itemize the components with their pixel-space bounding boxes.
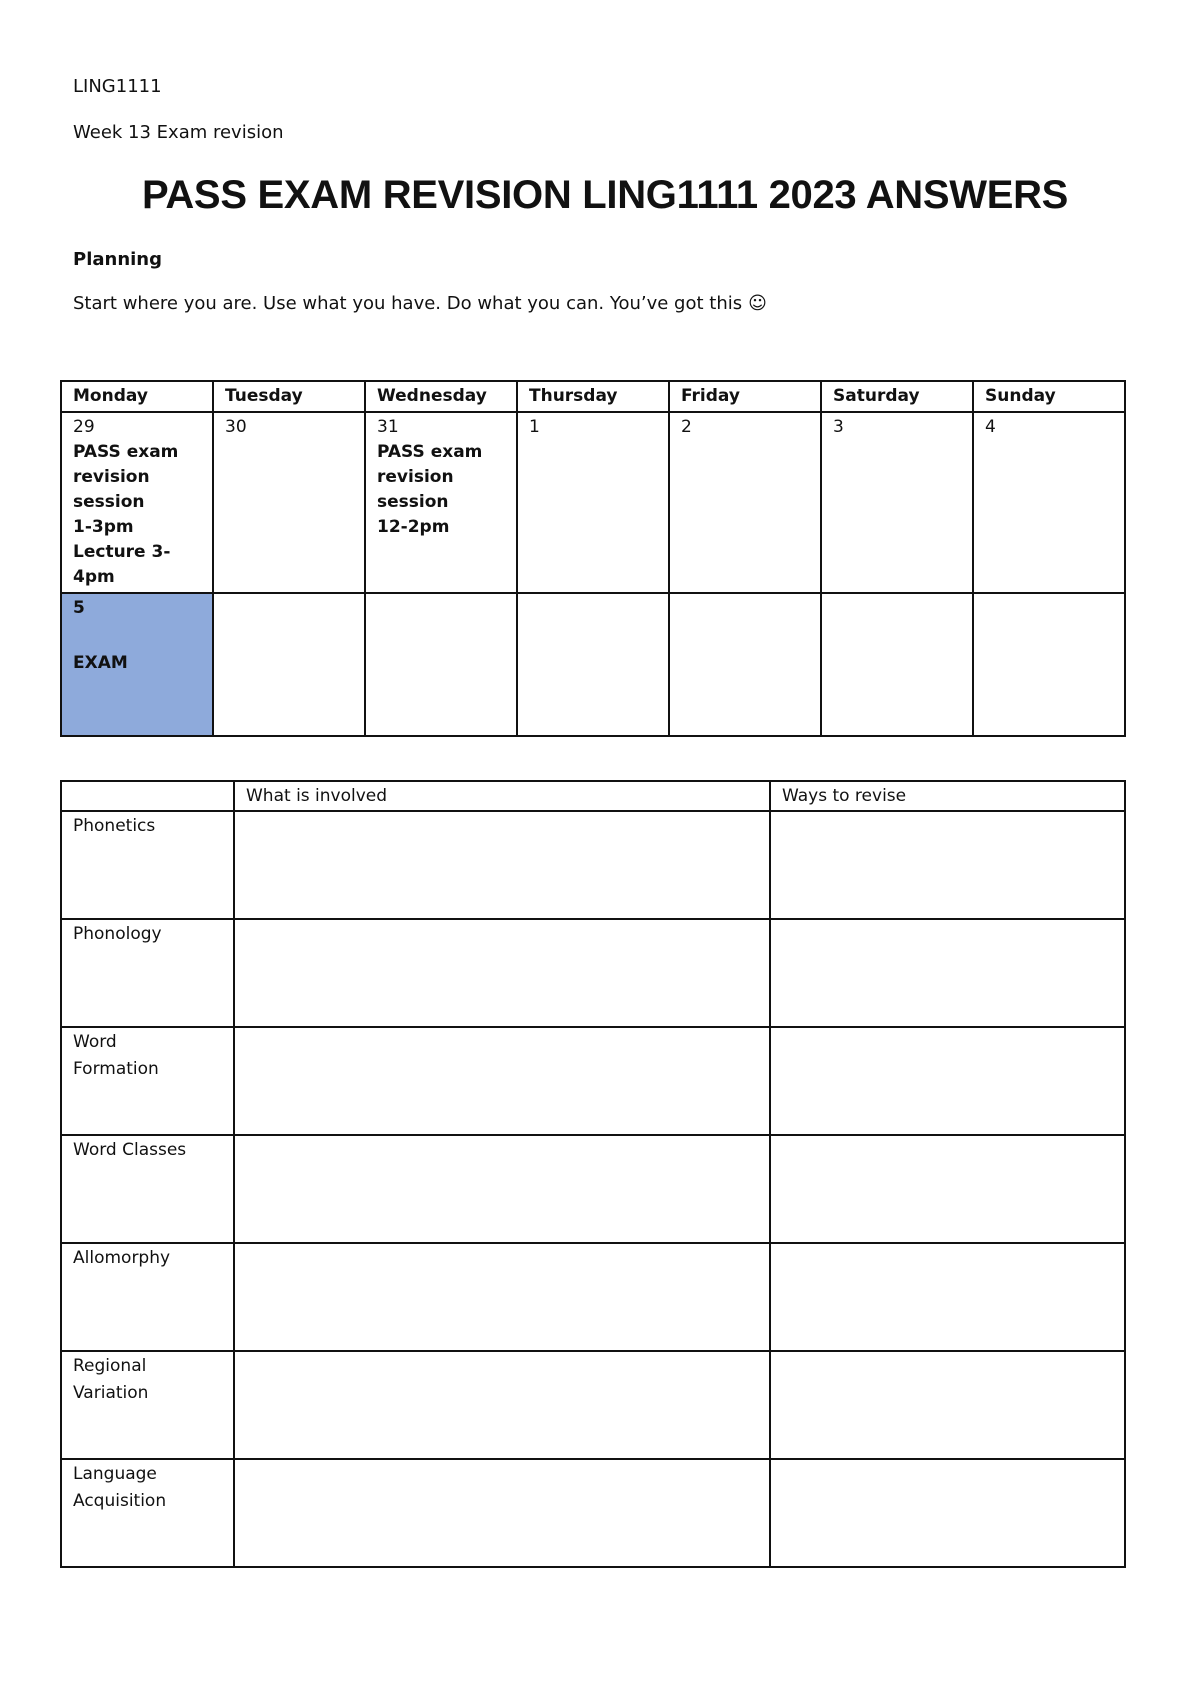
calendar-cell [821, 412, 973, 593]
involved-cell[interactable] [234, 919, 770, 1027]
course-code: LING1111 [73, 76, 162, 97]
calendar-cell [213, 593, 365, 736]
involved-cell[interactable] [234, 1459, 770, 1567]
revise-cell[interactable] [770, 1135, 1125, 1243]
calendar-week-row [61, 412, 1125, 593]
revise-cell[interactable] [770, 1027, 1125, 1135]
calendar-cell [517, 412, 669, 593]
involved-cell[interactable] [234, 1027, 770, 1135]
date-number: 2 [681, 417, 692, 437]
date-number: 5 [73, 598, 85, 618]
table-row [61, 1351, 1125, 1459]
date-number: 29 [73, 417, 95, 437]
calendar-cell [61, 412, 213, 593]
calendar-cell [973, 412, 1125, 593]
event-line: PASS exam [377, 442, 483, 462]
event-line: revision session [377, 467, 454, 512]
day-header-sunday: Sunday [973, 381, 1125, 412]
event-line: 1-3pm [73, 517, 134, 537]
date-number: 1 [529, 417, 540, 437]
week-label: Week 13 Exam revision [73, 122, 284, 143]
involved-cell[interactable] [234, 1351, 770, 1459]
calendar-header-row [61, 381, 1125, 412]
involved-cell[interactable] [234, 811, 770, 919]
topic-name: Language Acquisition [61, 1459, 234, 1567]
event-line: 12-2pm [377, 517, 450, 537]
revise-cell[interactable] [770, 811, 1125, 919]
calendar-cell [821, 593, 973, 736]
topic-name: Word Classes [61, 1135, 234, 1243]
calendar-cell [365, 412, 517, 593]
date-number: 3 [833, 417, 844, 437]
motto [73, 293, 767, 315]
day-header-tuesday: Tuesday [213, 381, 365, 412]
date-number: 4 [985, 417, 996, 437]
event-line: revision session [73, 467, 150, 512]
table-row [61, 1243, 1125, 1351]
revise-cell[interactable] [770, 919, 1125, 1027]
event-line: PASS exam [73, 442, 179, 462]
revision-calendar [60, 380, 1126, 737]
table-row [61, 919, 1125, 1027]
calendar-cell [669, 593, 821, 736]
date-number: 31 [377, 417, 399, 437]
topic-name: Allomorphy [61, 1243, 234, 1351]
calendar-cell [213, 412, 365, 593]
day-header-friday: Friday [669, 381, 821, 412]
table-row [61, 811, 1125, 919]
involved-cell[interactable] [234, 1243, 770, 1351]
exam-label: EXAM [73, 653, 128, 673]
table-row [61, 1027, 1125, 1135]
motto-text: Start where you are. Use what you have. Do what you can. You’ve got this [73, 293, 743, 314]
exam-day-cell [61, 593, 213, 736]
date-number: 30 [225, 417, 247, 437]
calendar-cell [973, 593, 1125, 736]
section-heading: Planning [73, 249, 163, 270]
calendar-cell [669, 412, 821, 593]
topic-name: Phonetics [61, 811, 234, 919]
calendar-cell [517, 593, 669, 736]
calendar-week-row [61, 593, 1125, 736]
table-row [61, 1135, 1125, 1243]
revise-cell[interactable] [770, 1243, 1125, 1351]
page-title: PASS EXAM REVISION LING1111 2023 ANSWERS [141, 173, 1069, 217]
table-row [61, 1459, 1125, 1567]
day-header-saturday: Saturday [821, 381, 973, 412]
topic-name: Regional Variation [61, 1351, 234, 1459]
topics-header-involved: What is involved [234, 781, 770, 811]
involved-cell[interactable] [234, 1135, 770, 1243]
topics-header-revise: Ways to revise [770, 781, 1125, 811]
day-header-monday: Monday [61, 381, 213, 412]
revise-cell[interactable] [770, 1459, 1125, 1567]
revise-cell[interactable] [770, 1351, 1125, 1459]
day-header-thursday: Thursday [517, 381, 669, 412]
event-line: Lecture 3-4pm [73, 542, 171, 587]
day-header-wednesday: Wednesday [365, 381, 517, 412]
topic-name: Phonology [61, 919, 234, 1027]
calendar-cell [365, 593, 517, 736]
topics-header-row [61, 781, 1125, 811]
topics-header-blank [61, 781, 234, 811]
revision-topics-table [60, 780, 1126, 1568]
topic-name: Word Formation [61, 1027, 234, 1135]
smiley-icon: ☺ [748, 293, 767, 314]
